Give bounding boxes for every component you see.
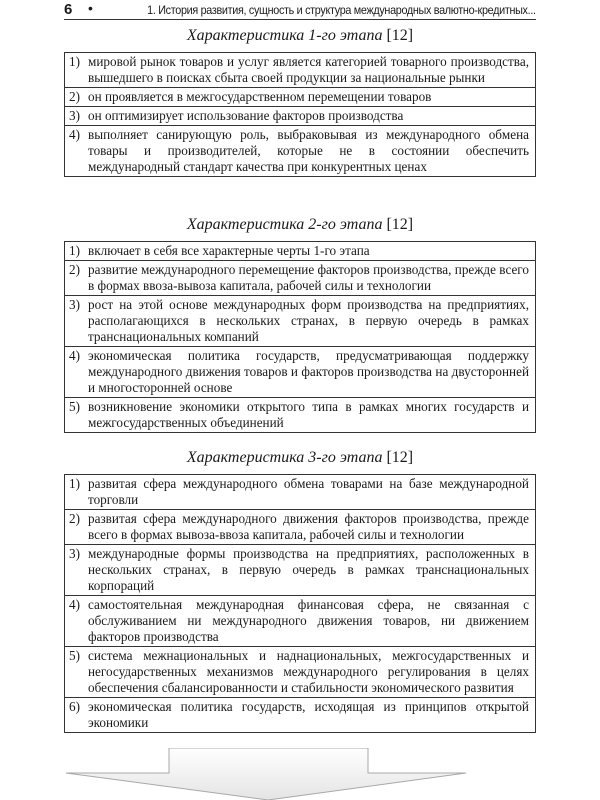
down-arrow-icon — [0, 748, 600, 800]
table-row — [65, 242, 536, 261]
item-number: 5) — [69, 399, 80, 414]
section-title-stage-1 — [64, 27, 536, 45]
table-row — [65, 88, 536, 107]
table-row — [65, 53, 536, 88]
item-number: 1) — [69, 54, 80, 69]
table-row — [65, 647, 536, 698]
table-row — [65, 296, 536, 347]
item-number: 4) — [69, 597, 80, 612]
item-text: развитие международного перемещение факторов производства, прежде всего в формах ввоза-вывоза капитала, рабочей силы и технологии — [88, 262, 529, 293]
item-number: 2) — [69, 511, 80, 526]
item-text: включает в себя все характерные черты 1-го этапа — [88, 243, 370, 258]
item-number: 1) — [69, 476, 80, 491]
table-row — [65, 261, 536, 296]
stage-1-table — [64, 52, 536, 177]
section-title-stage-2 — [64, 216, 536, 234]
page-number: 6 — [64, 1, 73, 18]
table-row — [65, 510, 536, 545]
item-number: 3) — [69, 297, 80, 312]
item-number: 3) — [69, 546, 80, 561]
item-text: мировой рынок товаров и услуг является категорией товарного производства, вышедшего в поисках сбыта своей продукции за национальные рынки — [88, 54, 529, 85]
section-title-ref: [12] — [386, 216, 414, 233]
item-number: 6) — [69, 699, 80, 714]
section-title-ref: [12] — [386, 27, 414, 44]
item-number: 3) — [69, 108, 80, 123]
table-row — [65, 698, 536, 733]
item-text: выполняет санирующую роль, выбраковывая из международного обмена товары и производителей, которые не в состоянии обеспечить международный стандарт качества при конкурентных ценах — [88, 127, 529, 174]
stage-3-table — [64, 474, 536, 733]
running-head — [64, 0, 536, 20]
item-text: возникновение экономики открытого типа в рамках многих государств и межгосударственных объединений — [88, 399, 529, 430]
item-text: развитая сфера международного обмена товарами на базе международной торговли — [88, 476, 529, 507]
item-text: экономическая политика государств, предусматривающая поддержку международного движения товаров и факторов производства на двусторонней и многосторонней основе — [88, 348, 529, 395]
item-text: он проявляется в межгосударственном перемещении товаров — [88, 89, 432, 104]
section-title-text: Характеристика 3-го этапа — [186, 449, 383, 466]
section-title-text: Характеристика 1-го этапа — [186, 27, 383, 44]
item-number: 4) — [69, 348, 80, 363]
table-row — [65, 126, 536, 177]
stage-2-table — [64, 241, 536, 433]
bullet-separator: • — [88, 0, 93, 16]
item-text: он оптимизирует использование факторов производства — [88, 108, 404, 123]
chapter-title: 1. История развития, сущность и структура международных валютно-кредитных... — [147, 3, 536, 17]
item-text: система межнациональных и наднациональных, межгосударственных и негосударственных механизмов международного регулирования в целях обеспечения сбалансированности и стабильности экономического развития — [88, 648, 529, 695]
section-title-stage-3 — [64, 449, 536, 467]
table-row — [65, 107, 536, 126]
table-row — [65, 475, 536, 510]
arrow-shape — [66, 748, 466, 800]
item-text: рост на этой основе международных форм производства на предприятиях, располагающихся в нескольких странах, в первую очередь в рамках транснациональных компаний — [88, 297, 529, 344]
item-text: самостоятельная международная финансовая сфера, не связанная с обслуживанием ни международного движения товаров, ни движением факторов производства — [88, 597, 529, 644]
item-number: 5) — [69, 648, 80, 663]
item-number: 2) — [69, 262, 80, 277]
table-row — [65, 596, 536, 647]
table-row — [65, 347, 536, 398]
section-title-ref: [12] — [386, 449, 414, 466]
item-number: 1) — [69, 243, 80, 258]
table-row — [65, 545, 536, 596]
table-row — [65, 398, 536, 433]
item-text: экономическая политика государств, исходящая из принципов открытой экономики — [88, 699, 529, 730]
item-text: международные формы производства на предприятиях, расположенных в нескольких странах, в первую очередь в рамках транснациональных корпораций — [88, 546, 529, 593]
section-title-text: Характеристика 2-го этапа — [186, 216, 383, 233]
item-text: развитая сфера международного движения факторов производства, прежде всего в формах вывоза-ввоза капитала, рабочей силы и технологии — [88, 511, 529, 542]
item-number: 4) — [69, 127, 80, 142]
item-number: 2) — [69, 89, 80, 104]
